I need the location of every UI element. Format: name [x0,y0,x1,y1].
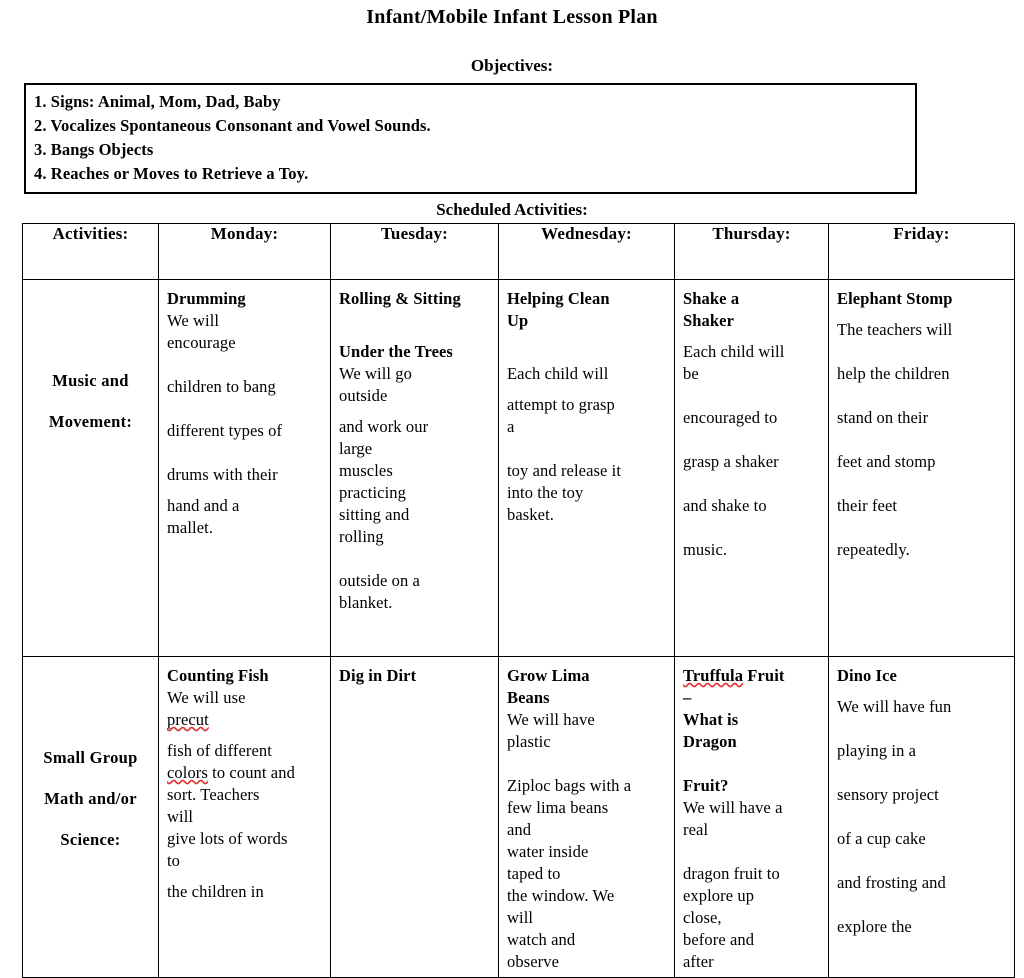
activity-text: sitting and [339,505,410,524]
activity-text: sort. Teachers [167,785,260,804]
cell-science-friday [829,657,1015,978]
spacer [837,718,1010,740]
activity-title: – [683,688,692,707]
spacer [837,310,1010,319]
cell-music-wednesday [499,280,675,657]
spacer [339,407,494,416]
row-label-small-group-math-science [23,657,159,978]
spacer [167,872,326,881]
column-header-activities: Activities: [23,224,159,280]
cell-music-monday [159,280,331,657]
spacer [683,385,824,407]
activity-text: drums with their [167,465,278,484]
objectives-label: Objectives: [470,56,554,75]
misspelled-word: Truffula [683,666,744,685]
activity-text [167,709,326,731]
activity-text: plastic [507,732,551,751]
activity-text: observe [507,952,560,971]
activity-text: encourage [167,333,236,352]
column-header-thursday: Thursday: [675,224,829,280]
activity-text: and work our [339,417,429,436]
activity-title: Up [507,311,529,330]
activity-text: We will [167,311,220,330]
activity-text: real [683,820,709,839]
spacer [507,385,670,394]
activity-text: large [339,439,373,458]
table-header-row [23,224,1015,280]
activity-text: muscles [339,461,393,480]
activity-text: the children in [167,882,264,901]
activity-title: Helping Clean [507,289,610,308]
activity-text: stand on their [837,408,929,427]
activity-text: We will have fun [837,697,952,716]
spacer [837,517,1010,539]
spacer [507,753,670,775]
spacer [683,841,824,863]
activity-text: children to bang [167,377,276,396]
activity-title-run: Fruit [743,666,785,685]
cell-science-tuesday [331,657,499,978]
activity-text: music. [683,540,728,559]
spacer [837,473,1010,495]
spacer [837,687,1010,696]
column-header-wednesday: Wednesday: [499,224,675,280]
activity-text: sensory project [837,785,939,804]
spacer [167,442,326,464]
page-title: Infant/Mobile Infant Lesson Plan [366,6,658,28]
cell-music-tuesday [331,280,499,657]
row-label-line: Small Group [43,748,138,767]
activity-text: grasp a shaker [683,452,779,471]
activity-text: outside [339,386,388,405]
spacer [683,517,824,539]
objective-item-1: 1. Signs: Animal, Mom, Dad, Baby [34,92,281,111]
activity-text: give lots of words [167,829,288,848]
activity-text: rolling [339,527,384,546]
activity-title: Dino Ice [837,666,897,685]
activity-text: and shake to [683,496,767,515]
activity-text: and [507,820,532,839]
activity-text: of a cup cake [837,829,926,848]
activity-text: after [683,952,714,971]
activity-title: Elephant Stomp [837,289,953,308]
row-label-line: Math and/or [44,789,137,808]
cell-music-thursday [675,280,829,657]
activity-text: Each child will [683,342,785,361]
activity-text: We will go [339,364,412,383]
activity-text: blanket. [339,593,393,612]
spacer [339,310,494,332]
activity-text: taped to [507,864,561,883]
objective-item-4: 4. Reaches or Moves to Retrieve a Toy. [34,164,309,183]
row-label-line: Science: [60,830,121,849]
activity-subtitle: Under the Trees [339,342,453,361]
activity-title: Beans [507,688,550,707]
activity-text: feet and stomp [837,452,936,471]
misspelled-word: precut [167,710,209,729]
activity-text: water inside [507,842,589,861]
activity-title: Shake a [683,289,740,308]
activity-text-run: to count and [207,763,295,782]
spacer [507,332,670,354]
activity-text: dragon fruit to [683,864,780,883]
misspelled-word: colors [167,763,208,782]
activity-text: mallet. [167,518,214,537]
spacer [339,548,494,570]
spacer [837,385,1010,407]
table-row [23,657,1015,978]
activity-title: Counting Fish [167,666,269,685]
activity-title: What is [683,710,739,729]
column-header-tuesday: Tuesday: [331,224,499,280]
activity-text: fish of different [167,741,272,760]
activity-title: Dig in Dirt [339,666,417,685]
activity-subtitle: Fruit? [683,776,729,795]
spacer [167,398,326,420]
activity-text: will [167,807,194,826]
activity-text: different types of [167,421,283,440]
spacer [339,332,494,341]
activity-text: be [683,364,699,383]
activity-text: before and [683,930,755,949]
activity-title: Grow Lima [507,666,590,685]
activity-text: the window. We [507,886,615,905]
activity-text: toy and release it [507,461,622,480]
activity-text: repeatedly. [837,540,910,559]
spacer [837,341,1010,363]
spacer [837,850,1010,872]
activity-text: We will use [167,688,246,707]
activity-text: watch and [507,930,576,949]
spacer [167,354,326,376]
activity-text: a [507,417,515,436]
activity-text: help the children [837,364,950,383]
spacer [167,486,326,495]
activity-title [683,665,824,687]
spacer [507,354,670,363]
activity-title: Dragon [683,732,737,751]
objective-item-2: 2. Vocalizes Spontaneous Consonant and Vowel Sounds. [34,116,431,135]
activity-text: close, [683,908,722,927]
activity-text: We will have [507,710,595,729]
activity-text: attempt to grasp [507,395,615,414]
activity-title: Rolling & Sitting [339,289,461,308]
activity-text: playing in a [837,741,917,760]
spacer [837,806,1010,828]
activity-text: to [167,851,181,870]
activity-text: and frosting and [837,873,946,892]
activity-text: will [507,908,534,927]
spacer [683,429,824,451]
objective-item-3: 3. Bangs Objects [34,140,154,159]
activity-text: explore up [683,886,755,905]
activity-text: encouraged to [683,408,778,427]
cell-science-wednesday [499,657,675,978]
spacer [683,753,824,775]
activity-text: hand and a [167,496,240,515]
activity-text: into the toy [507,483,584,502]
objectives-box [24,83,917,194]
activity-text: Ziploc bags with a [507,776,632,795]
activity-text: Each child will [507,364,609,383]
spacer [507,438,670,460]
spacer [837,429,1010,451]
activity-text: outside on a [339,571,420,590]
row-label-music-and-movement [23,280,159,657]
scheduled-activities-label: Scheduled Activities: [436,200,588,219]
activity-text: few lima beans [507,798,609,817]
spacer [683,332,824,341]
cell-music-friday [829,280,1015,657]
column-header-friday: Friday: [829,224,1015,280]
activity-title: Shaker [683,311,735,330]
activity-text: explore the [837,917,912,936]
cell-science-monday [159,657,331,978]
activity-title: Drumming [167,289,246,308]
spacer [837,762,1010,784]
spacer [683,473,824,495]
activity-text: practicing [339,483,406,502]
activity-text: We will have a [683,798,783,817]
row-label-line: Movement: [48,412,133,431]
row-label-line: Music and [52,371,129,390]
lesson-plan-table [22,223,1015,978]
table-row [23,280,1015,657]
activity-text: their feet [837,496,898,515]
activity-text: The teachers will [837,320,953,339]
spacer [837,894,1010,916]
activity-text [167,762,326,784]
activity-text: basket. [507,505,554,524]
cell-science-thursday [675,657,829,978]
column-header-monday: Monday: [159,224,331,280]
spacer [167,731,326,740]
